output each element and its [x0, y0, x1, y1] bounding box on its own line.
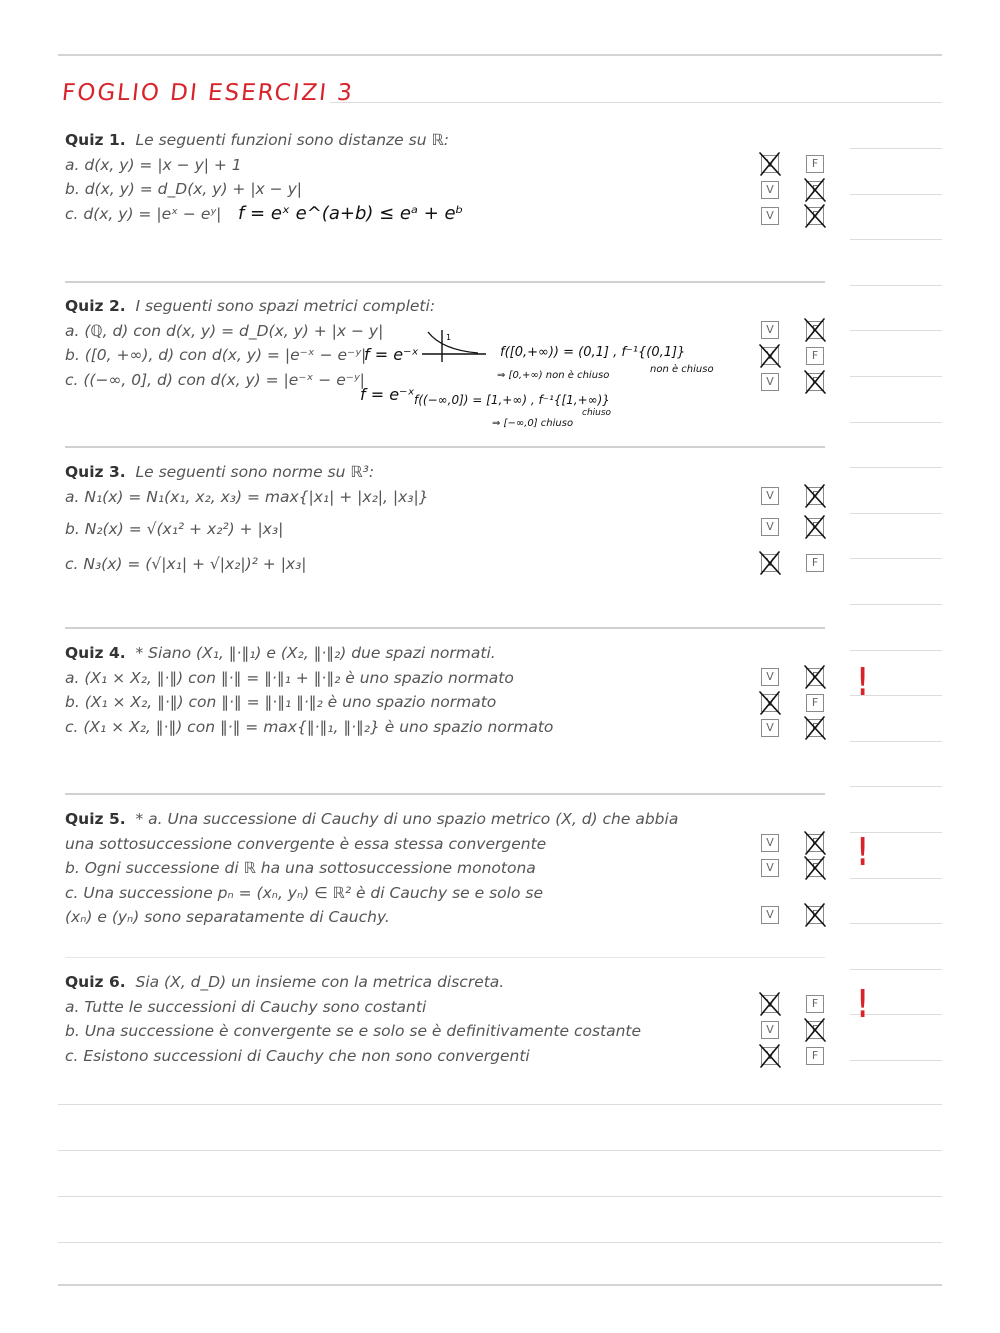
quiz-5-b-f-checkbox[interactable]: F	[806, 859, 824, 877]
quiz-2-c-v-checkbox[interactable]: V	[761, 373, 779, 391]
margin-rule	[850, 467, 942, 468]
bottom-rule-5	[58, 1284, 942, 1286]
note-q2-image: f([0,+∞)) = (0,1] , f⁻¹{(0,1]}	[500, 345, 686, 360]
quiz-6-c-cross-mark	[757, 1043, 783, 1069]
margin-rule	[850, 786, 942, 787]
quiz-4-header	[65, 641, 755, 666]
quiz-5-c-f-checkbox[interactable]: F	[806, 906, 824, 924]
quiz-5-a-v-checkbox[interactable]: V	[761, 834, 779, 852]
quiz-2-number: Quiz 2.	[65, 297, 126, 315]
quiz-2-c-cross-mark	[802, 369, 828, 395]
margin-rule	[850, 878, 942, 879]
bottom-rule-4	[58, 1242, 942, 1243]
quiz-4-c-v-checkbox[interactable]: V	[761, 719, 779, 737]
quiz-4-item-c: c. (X₁ × X₂, ‖·‖) con ‖·‖ = max{‖·‖₁, ‖·‖₂} è uno spazio normato	[65, 717, 554, 736]
quiz-6-b-v-checkbox[interactable]: V	[761, 1021, 779, 1039]
quiz-4-c-f-checkbox[interactable]: F	[806, 719, 824, 737]
note-q2-f2: f = e⁻ˣ	[360, 385, 415, 404]
quiz-1-intro: Le seguenti funzioni sono distanze su ℝ:	[135, 131, 449, 149]
quiz-6-item-a: a. Tutte le successioni di Cauchy sono costanti	[65, 997, 427, 1016]
warning-mark-quiz-6: !	[857, 982, 868, 1026]
margin-rule	[850, 513, 942, 514]
quiz-5-header	[65, 807, 755, 832]
margin-rule	[850, 239, 942, 240]
quiz-6-item-b: b. Una successione è convergente se e solo se è definitivamente costante	[65, 1022, 642, 1041]
note-q2-image-2: f((−∞,0]) = [1,+∞) , f⁻¹{[1,+∞)}	[414, 393, 610, 407]
quiz-3-b-cross-mark	[802, 514, 828, 540]
quiz-3	[65, 460, 755, 576]
margin-rule	[850, 285, 942, 286]
separator-5	[65, 957, 825, 958]
margin-rule	[850, 741, 942, 742]
quiz-6-a-cross-mark	[757, 991, 783, 1017]
note-q2-f1: f = e⁻ˣ	[364, 345, 419, 364]
note-q2-implication-1: ⇒ [0,+∞) non è chiuso	[497, 370, 610, 381]
margin-rule	[850, 923, 942, 924]
quiz-2-header	[65, 294, 755, 319]
quiz-2-b-v-checkbox[interactable]: V	[761, 347, 779, 365]
top-rule	[58, 54, 942, 56]
quiz-3-a-f-checkbox[interactable]: F	[806, 487, 824, 505]
quiz-5	[65, 807, 755, 930]
margin-rule	[850, 148, 942, 149]
separator-1	[65, 281, 825, 283]
bottom-rule-2	[58, 1150, 942, 1151]
margin-rule	[850, 650, 942, 651]
margin-rule	[850, 969, 942, 970]
margin-rule	[850, 1060, 942, 1061]
quiz-1-c-cross-mark	[802, 203, 828, 229]
warning-mark-quiz-5: !	[857, 830, 868, 874]
quiz-5-c-v-checkbox[interactable]: V	[761, 906, 779, 924]
quiz-5-item-c-cont: (xₙ) e (yₙ) sono separatamente di Cauchy.	[65, 908, 390, 927]
bottom-rule-3	[58, 1196, 942, 1197]
quiz-4-item-b: b. (X₁ × X₂, ‖·‖) con ‖·‖ = ‖·‖₁ ‖·‖₂ è uno spazio normato	[65, 693, 497, 712]
quiz-2	[65, 294, 755, 392]
margin-rule	[850, 330, 942, 331]
quiz-5-number: Quiz 5.	[65, 810, 126, 828]
quiz-2-item-b: b. ([0, +∞), d) con d(x, y) = |e⁻ˣ − e⁻ʸ|	[65, 346, 367, 365]
quiz-1-c-v-checkbox[interactable]: V	[761, 207, 779, 225]
quiz-2-c-f-checkbox[interactable]: F	[806, 373, 824, 391]
quiz-2-a-v-checkbox[interactable]: V	[761, 321, 779, 339]
quiz-3-c-v-checkbox[interactable]: V	[761, 554, 779, 572]
quiz-4-b-f-checkbox[interactable]: F	[806, 694, 824, 712]
separator-3	[65, 627, 825, 629]
quiz-1-b-cross-mark	[802, 177, 828, 203]
quiz-4-a-cross-mark	[802, 664, 828, 690]
bottom-rule-1	[58, 1104, 942, 1105]
graph-curve	[428, 332, 478, 353]
quiz-5-item-c: c. Una successione pₙ = (xₙ, yₙ) ∈ ℝ² è di Cauchy se e solo se	[65, 883, 543, 902]
quiz-3-c-cross-mark	[757, 550, 783, 576]
quiz-4-item-a: a. (X₁ × X₂, ‖·‖) con ‖·‖ = ‖·‖₁ + ‖·‖₂ è uno spazio normato	[65, 668, 514, 687]
quiz-3-item-b: b. N₂(x) = √(x₁² + x₂²) + |x₃|	[65, 520, 284, 539]
quiz-3-b-f-checkbox[interactable]: F	[806, 518, 824, 536]
quiz-5-intro: * a. Una successione di Cauchy di uno spazio metrico (X, d) che abbia	[135, 810, 679, 828]
note-q2-non-chiuso: non è chiuso	[650, 364, 714, 375]
quiz-4	[65, 641, 755, 739]
quiz-3-header	[65, 460, 755, 485]
quiz-3-item-a: a. N₁(x) = N₁(x₁, x₂, x₃) = max{|x₁| + |x₂|, |x₃|}	[65, 487, 429, 506]
title-rule	[330, 102, 942, 103]
quiz-3-a-v-checkbox[interactable]: V	[761, 487, 779, 505]
quiz-2-a-f-checkbox[interactable]: F	[806, 321, 824, 339]
quiz-1-number: Quiz 1.	[65, 131, 126, 149]
quiz-2-item-a: a. (ℚ, d) con d(x, y) = d_D(x, y) + |x − y|	[65, 321, 384, 340]
page-title: FOGLIO DI ESERCIZI 3	[60, 80, 356, 106]
quiz-1-item-b: b. d(x, y) = d_D(x, y) + |x − y|	[65, 180, 302, 199]
margin-rule	[850, 604, 942, 605]
note-q1: f = eˣ e^(a+b) ≤ eᵃ + eᵇ	[238, 203, 464, 224]
warning-mark-quiz-4: !	[857, 660, 868, 704]
quiz-4-number: Quiz 4.	[65, 644, 126, 662]
note-q2-implication-2: ⇒ [−∞,0] chiuso	[492, 418, 574, 429]
quiz-6-item-c: c. Esistono successioni di Cauchy che non sono convergenti	[65, 1046, 530, 1065]
quiz-1-header	[65, 128, 755, 153]
margin-rule	[850, 194, 942, 195]
quiz-4-intro: * Siano (X₁, ‖·‖₁) e (X₂, ‖·‖₂) due spazi normati.	[135, 644, 496, 662]
quiz-3-b-v-checkbox[interactable]: V	[761, 518, 779, 536]
quiz-1-b-f-checkbox[interactable]: F	[806, 181, 824, 199]
quiz-4-c-cross-mark	[802, 715, 828, 741]
margin-rule	[850, 376, 942, 377]
quiz-1-a-v-checkbox[interactable]: V	[761, 155, 779, 173]
quiz-4-b-cross-mark	[757, 690, 783, 716]
quiz-6	[65, 970, 755, 1068]
quiz-3-item-c: c. N₃(x) = (√|x₁| + √|x₂|)² + |x₃|	[65, 554, 307, 573]
quiz-4-b-v-checkbox[interactable]: V	[761, 694, 779, 712]
quiz-3-number: Quiz 3.	[65, 463, 126, 481]
quiz-2-a-cross-mark	[802, 317, 828, 343]
quiz-6-b-cross-mark	[802, 1017, 828, 1043]
quiz-5-item-b: b. Ogni successione di ℝ ha una sottosuccessione monotona	[65, 859, 536, 878]
quiz-2-b-cross-mark	[757, 343, 783, 369]
quiz-2-item-c: c. ((−∞, 0], d) con d(x, y) = |e⁻ˣ − e⁻ʸ|	[65, 370, 365, 389]
sketch-graph	[420, 326, 490, 366]
quiz-2-b-f-checkbox[interactable]: F	[806, 347, 824, 365]
quiz-6-number: Quiz 6.	[65, 973, 126, 991]
quiz-5-a-f-checkbox[interactable]: F	[806, 834, 824, 852]
quiz-1-item-a: a. d(x, y) = |x − y| + 1	[65, 155, 242, 174]
quiz-5-item-a-cont: una sottosuccessione convergente è essa stessa convergente	[65, 834, 547, 853]
quiz-6-intro: Sia (X, d_D) un insieme con la metrica discreta.	[135, 973, 505, 991]
quiz-1-a-cross-mark	[757, 151, 783, 177]
quiz-1-c-f-checkbox[interactable]: F	[806, 207, 824, 225]
quiz-6-a-v-checkbox[interactable]: V	[761, 995, 779, 1013]
quiz-3-intro: Le seguenti sono norme su ℝ³:	[135, 463, 375, 481]
margin-rule	[850, 558, 942, 559]
separator-2	[65, 446, 825, 448]
quiz-3-c-f-checkbox[interactable]: F	[806, 554, 824, 572]
quiz-4-a-f-checkbox[interactable]: F	[806, 668, 824, 686]
quiz-6-c-v-checkbox[interactable]: V	[761, 1047, 779, 1065]
separator-4	[65, 793, 825, 795]
quiz-3-a-cross-mark	[802, 483, 828, 509]
quiz-5-c-cross-mark	[802, 902, 828, 928]
quiz-5-b-v-checkbox[interactable]: V	[761, 859, 779, 877]
quiz-6-b-f-checkbox[interactable]: F	[806, 1021, 824, 1039]
margin-rule	[850, 422, 942, 423]
quiz-1-b-v-checkbox[interactable]: V	[761, 181, 779, 199]
quiz-1-a-f-checkbox[interactable]: F	[806, 155, 824, 173]
quiz-1-item-c: c. d(x, y) = |eˣ − eʸ|	[65, 204, 222, 223]
quiz-6-header	[65, 970, 755, 995]
graph-label: 1	[446, 333, 452, 342]
quiz-2-intro: I seguenti sono spazi metrici completi:	[135, 297, 436, 315]
quiz-4-a-v-checkbox[interactable]: V	[761, 668, 779, 686]
quiz-6-a-f-checkbox[interactable]: F	[806, 995, 824, 1013]
quiz-5-b-cross-mark	[802, 855, 828, 881]
quiz-6-c-f-checkbox[interactable]: F	[806, 1047, 824, 1065]
note-q2-chiuso: chiuso	[582, 408, 612, 418]
quiz-5-a-cross-mark	[802, 830, 828, 856]
